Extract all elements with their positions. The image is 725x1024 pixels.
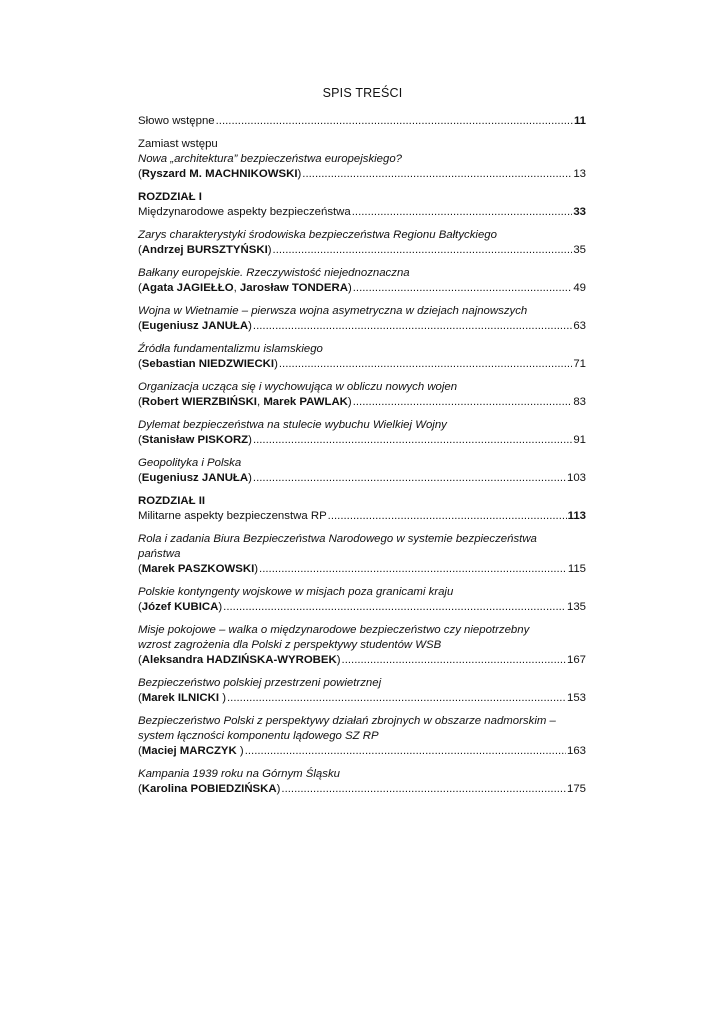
entry-title-line: Nowa „architektura” bezpieczeństwa europejskiego? — [138, 153, 403, 165]
dot-leader — [259, 562, 567, 577]
author-paren-open: ( — [138, 244, 142, 256]
author-paren-close: ) — [248, 434, 252, 446]
author-paren-open: ( — [138, 745, 142, 757]
leader-text — [138, 281, 352, 296]
toc-entry[interactable] — [138, 456, 586, 486]
dot-leader — [353, 281, 573, 296]
dot-leader — [253, 433, 572, 448]
page-number: 103 — [566, 472, 586, 484]
dot-leader — [245, 744, 566, 759]
entry-title-line: państwa — [138, 548, 181, 560]
toc-entry[interactable] — [138, 342, 586, 372]
page-number: 135 — [566, 601, 586, 613]
toc-leader-line — [138, 600, 586, 615]
toc-entry[interactable] — [138, 623, 586, 668]
page-number: 13 — [573, 168, 586, 180]
page-number: 115 — [567, 563, 586, 575]
author-name: Maciej MARCZYK — [141, 745, 237, 757]
dot-leader — [223, 600, 566, 615]
entry-title-line: wzrost zagrożenia dla Polski z perspektywy studentów WSB — [138, 639, 442, 651]
author-paren-open: ( — [138, 563, 142, 575]
toc-entry[interactable] — [138, 585, 586, 615]
page-number: 175 — [566, 783, 586, 795]
author-paren-open: ( — [138, 654, 142, 666]
author-paren-close: ) — [347, 396, 352, 408]
author-paren-open: ( — [138, 358, 142, 370]
page-number: 71 — [573, 358, 586, 370]
toc-entry[interactable] — [138, 676, 586, 706]
toc-entry[interactable] — [138, 190, 586, 220]
entry-title-line: Geopolityka i Polska — [138, 457, 242, 469]
page-number: 35 — [573, 244, 586, 256]
toc-entry[interactable] — [138, 304, 586, 334]
entry-title-line: Organizacja ucząca się i wychowująca w obliczu nowych wojen — [138, 381, 458, 393]
entry-title-line: Zarys charakterystyki środowiska bezpieczeństwa Regionu Bałtyckiego — [138, 229, 497, 241]
toc-entry[interactable] — [138, 114, 586, 129]
author-paren-close: ) — [267, 244, 272, 256]
toc-entry[interactable] — [138, 714, 586, 759]
author-name: Stanisław PISKORZ — [141, 434, 249, 446]
leader-text — [138, 167, 301, 182]
entry-title-line: Źródła fundamentalizmu islamskiego — [138, 343, 323, 355]
leader-text — [138, 114, 215, 129]
page-number: 91 — [573, 434, 586, 446]
toc-leader-line — [138, 509, 586, 524]
section-name: Międzynarodowe aspekty bezpieczeństwa — [138, 206, 351, 218]
page-number: 49 — [573, 282, 586, 294]
toc-entry[interactable] — [138, 380, 586, 410]
leader-text — [138, 562, 258, 577]
table-of-contents — [138, 114, 586, 805]
leader-text — [138, 782, 280, 797]
author-paren-close: ) — [248, 320, 252, 332]
author-paren-close: ) — [336, 654, 341, 666]
author-name: Ryszard M. MACHNIKOWSKI — [141, 168, 298, 180]
leader-text — [138, 509, 327, 524]
author-name: Eugeniusz JANUŁA — [141, 320, 249, 332]
leader-text — [138, 243, 272, 258]
leader-text — [138, 653, 341, 668]
toc-entry[interactable] — [138, 418, 586, 448]
author-paren-close: ) — [219, 692, 226, 704]
section-name: Militarne aspekty bezpieczenstwa RP — [138, 510, 327, 522]
page-number: 153 — [566, 692, 586, 704]
author-name: Józef KUBICA — [141, 601, 219, 613]
section-name: Słowo wstępne — [138, 115, 215, 127]
chapter-heading: ROZDZIAŁ II — [138, 495, 206, 507]
author-name: Robert WIERZBIŃSKI — [141, 396, 257, 408]
toc-leader-line — [138, 691, 586, 706]
entry-title-line: Bezpieczeństwo polskiej przestrzeni powietrznej — [138, 677, 382, 689]
author-paren-open: ( — [138, 396, 142, 408]
toc-leader-line — [138, 395, 586, 410]
page-number: 83 — [573, 396, 586, 408]
author-name: Eugeniusz JANUŁA — [141, 472, 249, 484]
toc-title: SPIS TREŚCI — [322, 86, 403, 100]
author-separator: , — [256, 396, 264, 408]
leader-text — [138, 395, 352, 410]
leader-text — [138, 471, 252, 486]
author-name: Marek ILNICKI — [141, 692, 220, 704]
author-paren-close: ) — [236, 745, 244, 757]
toc-leader-line — [138, 357, 586, 372]
leader-text — [138, 691, 226, 706]
toc-leader-line — [138, 114, 586, 129]
author-paren-open: ( — [138, 168, 142, 180]
author-name: Jarosław TONDERA — [239, 282, 348, 294]
author-paren-close: ) — [248, 472, 252, 484]
toc-entry[interactable] — [138, 767, 586, 797]
page-number: 33 — [573, 206, 586, 218]
author-paren-close: ) — [297, 168, 302, 180]
toc-entry[interactable] — [138, 266, 586, 296]
page-number: 11 — [573, 115, 586, 127]
leader-text — [138, 744, 244, 759]
author-paren-close: ) — [254, 563, 259, 575]
author-name: Aleksandra HADZIŃSKA-WYROBEK — [141, 654, 337, 666]
chapter-heading: ROZDZIAŁ I — [138, 191, 202, 203]
entry-title-line: Rola i zadania Biura Bezpieczeństwa Narodowego w systemie bezpieczeństwa — [138, 533, 537, 545]
dot-leader — [253, 319, 572, 334]
dot-leader — [302, 167, 572, 182]
dot-leader — [216, 114, 573, 129]
author-paren-close: ) — [347, 282, 352, 294]
leader-text — [138, 357, 278, 372]
dot-leader — [253, 471, 566, 486]
leader-text — [138, 433, 252, 448]
page-number: 167 — [566, 654, 586, 666]
dot-leader — [328, 509, 567, 524]
toc-entry[interactable] — [138, 494, 586, 524]
entry-title-line: Polskie kontyngenty wojskowe w misjach poza granicami kraju — [138, 586, 454, 598]
toc-leader-line — [138, 782, 586, 797]
author-paren-open: ( — [138, 783, 142, 795]
toc-leader-line — [138, 433, 586, 448]
author-name: Marek PASZKOWSKI — [141, 563, 255, 575]
dot-leader — [353, 395, 573, 410]
toc-leader-line — [138, 562, 586, 577]
entry-title-line: system łączności komponentu lądowego SZ RP — [138, 730, 379, 742]
author-paren-open: ( — [138, 601, 142, 613]
author-separator: , — [233, 282, 240, 294]
dot-leader — [342, 653, 566, 668]
toc-leader-line — [138, 471, 586, 486]
toc-leader-line — [138, 653, 586, 668]
entry-title-line: Misje pokojowe – walka o międzynarodowe bezpieczeństwo czy niepotrzebny — [138, 624, 530, 636]
author-paren-close: ) — [276, 783, 281, 795]
toc-leader-line — [138, 243, 586, 258]
page-number: 163 — [566, 745, 586, 757]
toc-leader-line — [138, 744, 586, 759]
toc-entry[interactable] — [138, 137, 586, 182]
author-paren-open: ( — [138, 282, 142, 294]
author-name: Marek PAWLAK — [263, 396, 348, 408]
entry-title-line: Wojna w Wietnamie – pierwsza wojna asymetryczna w dziejach najnowszych — [138, 305, 528, 317]
dot-leader — [273, 243, 573, 258]
toc-leader-line — [138, 319, 586, 334]
author-paren-open: ( — [138, 320, 142, 332]
author-paren-close: ) — [274, 358, 278, 370]
entry-title-line: Bałkany europejskie. Rzeczywistość niejednoznaczna — [138, 267, 410, 279]
leader-text — [138, 319, 252, 334]
page-number: 113 — [567, 510, 586, 522]
entry-title-line: Dylemat bezpieczeństwa na stulecie wybuchu Wielkiej Wojny — [138, 419, 447, 431]
page-number: 63 — [573, 320, 586, 332]
author-name: Karolina POBIEDZIŃSKA — [141, 783, 277, 795]
dot-leader — [279, 357, 572, 372]
author-name: Andrzej BURSZTYŃSKI — [141, 244, 268, 256]
author-paren-open: ( — [138, 434, 142, 446]
author-name: Sebastian NIEDZWIECKI — [141, 358, 275, 370]
toc-entry[interactable] — [138, 228, 586, 258]
author-paren-open: ( — [138, 692, 142, 704]
leader-text — [138, 600, 222, 615]
toc-entry[interactable] — [138, 532, 586, 577]
entry-intro-line: Zamiast wstępu — [138, 138, 218, 150]
author-name: Agata JAGIEŁŁO — [141, 282, 234, 294]
dot-leader — [281, 782, 566, 797]
entry-title-line: Bezpieczeństwo Polski z perspektywy działań zbrojnych w obszarze nadmorskim – — [138, 715, 556, 727]
dot-leader — [352, 205, 573, 220]
entry-title-line: Kampania 1939 roku na Górnym Śląsku — [138, 768, 340, 780]
dot-leader — [227, 691, 566, 706]
toc-leader-line — [138, 281, 586, 296]
author-paren-open: ( — [138, 472, 142, 484]
toc-leader-line — [138, 205, 586, 220]
author-paren-close: ) — [218, 601, 223, 613]
toc-leader-line — [138, 167, 586, 182]
leader-text — [138, 205, 351, 220]
